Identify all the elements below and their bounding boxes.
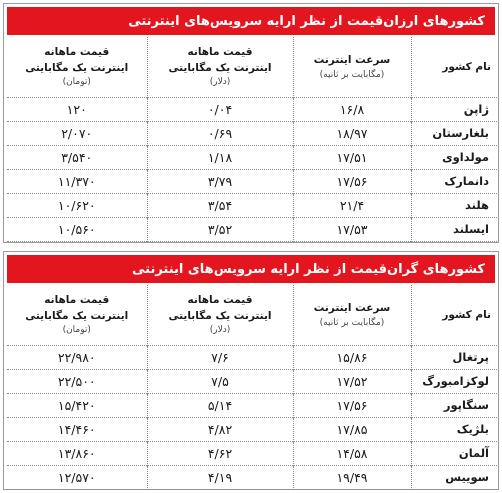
speed-cell: ۱۴/۵۸ — [293, 441, 411, 465]
country-cell: دانمارک — [411, 169, 497, 193]
table-row — [7, 169, 497, 193]
toman-price-cell: ۳/۵۴۰ — [7, 145, 147, 169]
header-country: نام کشور — [411, 285, 497, 345]
table-row — [7, 393, 497, 417]
table-header-row — [7, 37, 497, 97]
usd-price-cell: ۳/۵۲ — [147, 217, 293, 241]
country-cell: پرتغال — [411, 345, 497, 369]
expensive-countries-panel — [3, 251, 499, 490]
toman-price-cell: ۱۱/۳۷۰ — [7, 169, 147, 193]
table-row — [7, 193, 497, 217]
header-speed: سرعت اینترنت (مگابایت بر ثانیه) — [293, 37, 411, 97]
country-cell: آلمان — [411, 441, 497, 465]
speed-cell: ۱۶/۸ — [293, 97, 411, 121]
table-row — [7, 417, 497, 441]
country-cell: هلند — [411, 193, 497, 217]
toman-price-cell: ۱۲/۵۷۰ — [7, 465, 147, 489]
usd-price-cell: ۳/۵۴ — [147, 193, 293, 217]
speed-cell: ۱۹/۴۹ — [293, 465, 411, 489]
table-header-row — [7, 285, 497, 345]
table-row — [7, 145, 497, 169]
country-cell: لوکزامبورگ — [411, 369, 497, 393]
toman-price-cell: ۲/۰۷۰ — [7, 121, 147, 145]
table-row — [7, 121, 497, 145]
header-usd: قیمت ماهانه اینترنت یک مگابایتی (دلار) — [147, 37, 293, 97]
toman-price-cell: ۱۰/۶۲۰ — [7, 193, 147, 217]
cheap-countries-table — [7, 37, 497, 242]
usd-price-cell: ۵/۱۴ — [147, 393, 293, 417]
usd-price-cell: ۰/۶۹ — [147, 121, 293, 145]
usd-price-cell: ۴/۱۹ — [147, 465, 293, 489]
table-row — [7, 217, 497, 241]
country-cell: مولداوی — [411, 145, 497, 169]
cheap-countries-title: کشورهای ارزان‌قیمت از نظر ارایه سرویس‌های اینترنتی — [7, 7, 495, 35]
country-cell: بلغارستان — [411, 121, 497, 145]
country-cell: ژاپن — [411, 97, 497, 121]
speed-cell: ۱۷/۵۳ — [293, 217, 411, 241]
table-row — [7, 369, 497, 393]
header-country: نام کشور — [411, 37, 497, 97]
speed-cell: ۱۷/۵۶ — [293, 393, 411, 417]
toman-price-cell: ۲۲/۵۰۰ — [7, 369, 147, 393]
toman-price-cell: ۱۰/۵۶۰ — [7, 217, 147, 241]
speed-cell: ۱۷/۵۱ — [293, 145, 411, 169]
cheap-countries-panel — [3, 3, 499, 243]
toman-price-cell: ۱۳/۸۶۰ — [7, 441, 147, 465]
usd-price-cell: ۷/۵ — [147, 369, 293, 393]
country-cell: ایسلند — [411, 217, 497, 241]
toman-price-cell: ۱۵/۴۲۰ — [7, 393, 147, 417]
speed-cell: ۲۱/۴ — [293, 193, 411, 217]
toman-price-cell: ۱۴/۴۶۰ — [7, 417, 147, 441]
usd-price-cell: ۴/۶۲ — [147, 441, 293, 465]
expensive-countries-table — [7, 285, 497, 490]
usd-price-cell: ۳/۷۹ — [147, 169, 293, 193]
country-cell: بلژیک — [411, 417, 497, 441]
speed-cell: ۱۸/۹۷ — [293, 121, 411, 145]
speed-cell: ۱۷/۸۵ — [293, 417, 411, 441]
usd-price-cell: ۱/۱۸ — [147, 145, 293, 169]
table-row — [7, 465, 497, 489]
table-row — [7, 441, 497, 465]
usd-price-cell: ۰/۰۴ — [147, 97, 293, 121]
header-usd: قیمت ماهانه اینترنت یک مگابایتی (دلار) — [147, 285, 293, 345]
toman-price-cell: ۱۲۰ — [7, 97, 147, 121]
country-cell: سنگاپور — [411, 393, 497, 417]
header-toman: قیمت ماهانه اینترنت یک مگابایتی (تومان) — [7, 285, 147, 345]
header-speed: سرعت اینترنت (مگابایت بر ثانیه) — [293, 285, 411, 345]
country-cell: سوییس — [411, 465, 497, 489]
table-row — [7, 97, 497, 121]
usd-price-cell: ۷/۶ — [147, 345, 293, 369]
speed-cell: ۱۷/۵۲ — [293, 369, 411, 393]
speed-cell: ۱۷/۵۶ — [293, 169, 411, 193]
speed-cell: ۱۵/۸۶ — [293, 345, 411, 369]
header-toman: قیمت ماهانه اینترنت یک مگابایتی (تومان) — [7, 37, 147, 97]
expensive-countries-title: کشورهای گران‌قیمت از نظر ارایه سرویس‌های اینترنتی — [7, 255, 495, 283]
usd-price-cell: ۴/۸۲ — [147, 417, 293, 441]
toman-price-cell: ۲۲/۹۸۰ — [7, 345, 147, 369]
table-row — [7, 345, 497, 369]
